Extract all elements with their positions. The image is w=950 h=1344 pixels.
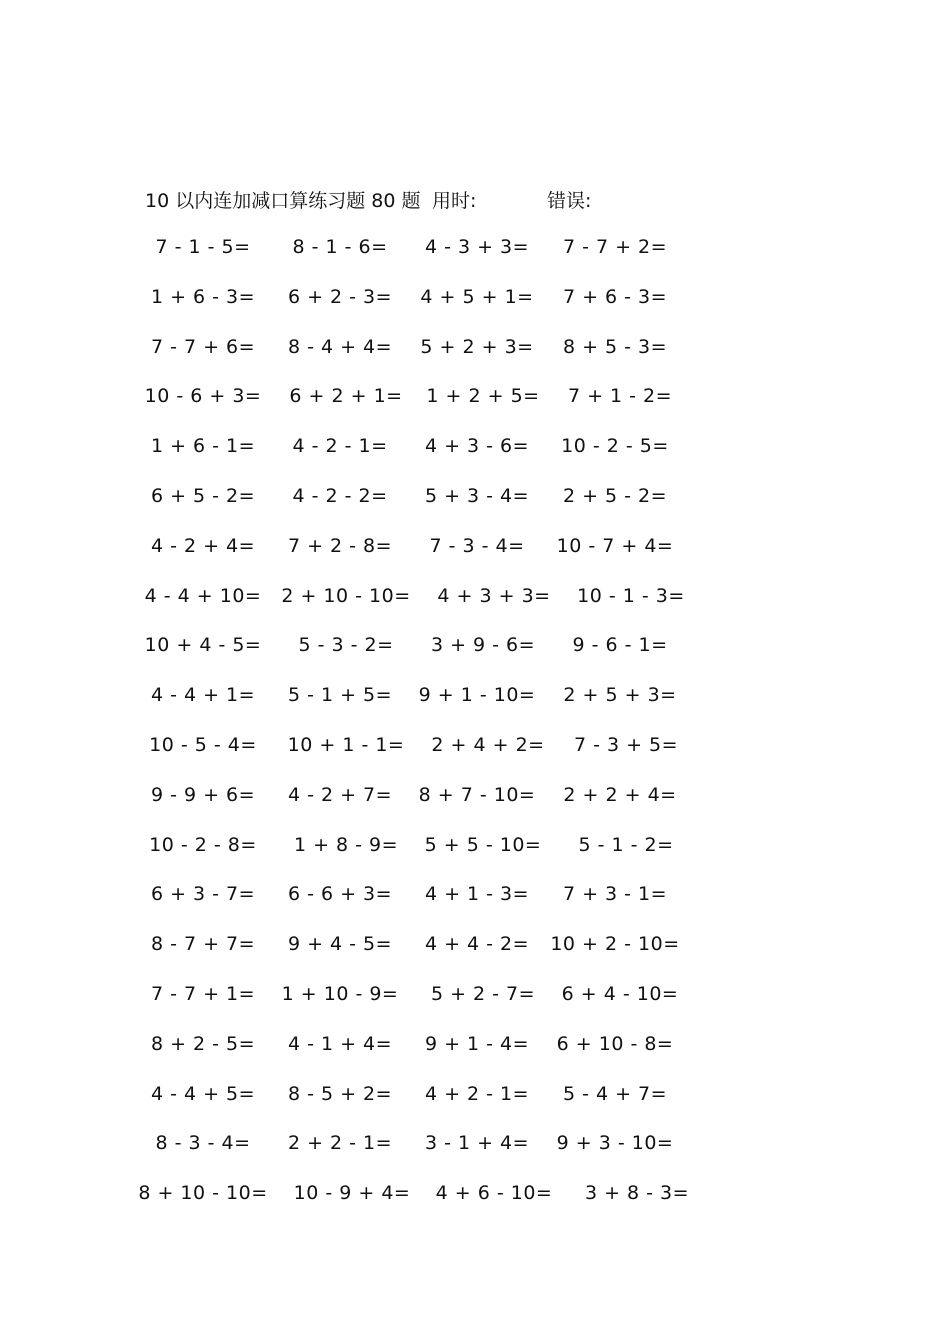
- problem-item: 1 + 6 - 3=: [150, 285, 256, 308]
- problem-item: 4 - 4 + 1=: [150, 684, 256, 707]
- problem-item: 7 + 2 - 8=: [287, 534, 393, 557]
- problem-item: 7 + 3 - 1=: [562, 883, 668, 906]
- problem-item: 3 + 9 - 6=: [430, 634, 536, 657]
- problem-row: [0, 535, 950, 565]
- problem-item: 4 + 1 - 3=: [424, 883, 530, 906]
- problem-item: 9 - 6 - 1=: [572, 634, 668, 657]
- problem-item: 3 - 1 + 4=: [424, 1132, 530, 1155]
- problem-item: 2 + 2 - 1=: [287, 1132, 393, 1155]
- problem-item: 5 + 3 - 4=: [424, 485, 530, 507]
- problem-item: 10 + 2 - 10=: [550, 933, 680, 956]
- problem-item: 4 - 2 - 1=: [292, 435, 388, 458]
- problem-item: 10 - 6 + 3=: [144, 385, 262, 408]
- problem-item: 4 + 6 - 10=: [435, 1182, 553, 1205]
- problem-item: 7 - 7 + 1=: [150, 983, 256, 1005]
- problem-row: [0, 385, 950, 415]
- problem-item: 7 - 3 + 5=: [573, 734, 679, 756]
- problem-item: 6 + 4 - 10=: [561, 983, 679, 1005]
- problem-row: [0, 286, 950, 316]
- problem-item: 7 - 7 + 2=: [562, 236, 668, 258]
- problem-item: 8 - 7 + 7=: [150, 933, 256, 956]
- problem-item: 1 + 8 - 9=: [293, 833, 399, 856]
- problem-item: 6 + 10 - 8=: [556, 1032, 674, 1055]
- problem-row: [0, 485, 950, 515]
- errors-label: 错误:: [547, 190, 592, 212]
- problem-item: 6 - 6 + 3=: [287, 883, 393, 906]
- problem-row: [0, 1182, 950, 1212]
- problem-row: [0, 834, 950, 864]
- problem-item: 4 + 4 - 2=: [424, 933, 530, 956]
- problem-item: 5 - 4 + 7=: [562, 1082, 668, 1105]
- problem-item: 5 + 2 - 7=: [430, 983, 536, 1005]
- problem-item: 1 + 2 + 5=: [426, 385, 540, 408]
- problem-item: 7 - 3 - 4=: [429, 534, 525, 557]
- problem-row: [0, 336, 950, 366]
- problem-row: [0, 1132, 950, 1162]
- problem-item: 10 - 7 + 4=: [556, 534, 674, 557]
- problem-item: 4 - 2 + 4=: [150, 534, 256, 557]
- problem-item: 4 - 4 + 10=: [144, 584, 262, 607]
- problem-item: 2 + 5 - 2=: [562, 485, 668, 507]
- problem-item: 10 + 4 - 5=: [144, 634, 262, 657]
- problem-row: [0, 883, 950, 913]
- problem-item: 8 - 5 + 2=: [287, 1082, 393, 1105]
- problem-item: 7 - 7 + 6=: [150, 335, 256, 358]
- problem-item: 6 + 5 - 2=: [150, 485, 256, 507]
- problem-item: 5 - 3 - 2=: [298, 634, 394, 657]
- problem-item: 10 - 2 - 5=: [561, 435, 669, 458]
- worksheet-title: 10 以内连加减口算练习题 80 题: [145, 190, 421, 212]
- problem-item: 8 + 10 - 10=: [138, 1182, 268, 1205]
- problem-item: 10 - 9 + 4=: [293, 1182, 411, 1205]
- problem-item: 4 - 3 + 3=: [424, 236, 530, 258]
- problem-item: 9 + 1 - 4=: [424, 1032, 530, 1055]
- problem-item: 8 + 2 - 5=: [150, 1032, 256, 1055]
- problem-item: 2 + 5 + 3=: [563, 684, 677, 707]
- problem-item: 8 - 1 - 6=: [292, 236, 388, 258]
- problem-item: 5 - 1 + 5=: [287, 684, 393, 707]
- time-label: 用时:: [432, 190, 477, 212]
- problem-row: [0, 933, 950, 963]
- problem-row: [0, 734, 950, 764]
- problem-item: 7 - 1 - 5=: [155, 236, 251, 258]
- problem-row: [0, 784, 950, 814]
- problem-item: 4 + 3 + 3=: [437, 584, 551, 607]
- problem-item: 7 + 6 - 3=: [562, 285, 668, 308]
- problem-item: 5 + 5 - 10=: [424, 833, 542, 856]
- problem-item: 5 - 1 - 2=: [578, 833, 674, 856]
- problem-item: 6 + 2 + 1=: [289, 385, 403, 408]
- problem-row: [0, 1033, 950, 1063]
- problem-item: 1 + 6 - 1=: [150, 435, 256, 458]
- problem-item: 9 + 1 - 10=: [418, 684, 536, 707]
- problem-item: 3 + 8 - 3=: [584, 1182, 690, 1205]
- problem-item: 4 - 4 + 5=: [150, 1082, 256, 1105]
- problem-item: 10 + 1 - 1=: [287, 734, 405, 756]
- problem-item: 2 + 2 + 4=: [563, 783, 677, 806]
- problem-item: 5 + 2 + 3=: [420, 335, 534, 358]
- problem-item: 9 - 9 + 6=: [150, 783, 256, 806]
- problem-row: [0, 236, 950, 266]
- problem-row: [0, 684, 950, 714]
- problem-item: 2 + 4 + 2=: [431, 734, 545, 756]
- problem-row: [0, 634, 950, 664]
- problem-item: 6 + 3 - 7=: [150, 883, 256, 906]
- problem-item: 4 - 2 + 7=: [287, 783, 393, 806]
- problem-item: 8 + 5 - 3=: [562, 335, 668, 358]
- problem-item: 10 - 1 - 3=: [577, 584, 685, 607]
- problem-item: 8 - 3 - 4=: [155, 1132, 251, 1155]
- problem-item: 10 - 2 - 8=: [149, 833, 257, 856]
- problem-row: [0, 435, 950, 465]
- problem-item: 10 - 5 - 4=: [149, 734, 257, 756]
- problem-item: 4 + 2 - 1=: [424, 1082, 530, 1105]
- problem-item: 2 + 10 - 10=: [281, 584, 411, 607]
- problem-item: 1 + 10 - 9=: [281, 983, 399, 1005]
- problem-item: 4 + 3 - 6=: [424, 435, 530, 458]
- problem-row: [0, 983, 950, 1013]
- problem-row: [0, 1083, 950, 1113]
- problem-item: 4 - 1 + 4=: [287, 1032, 393, 1055]
- problem-item: 4 - 2 - 2=: [292, 485, 388, 507]
- problem-item: 9 + 3 - 10=: [556, 1132, 674, 1155]
- problem-item: 4 + 5 + 1=: [420, 285, 534, 308]
- problem-item: 6 + 2 - 3=: [287, 285, 393, 308]
- problem-item: 8 + 7 - 10=: [418, 783, 536, 806]
- problem-item: 9 + 4 - 5=: [287, 933, 393, 956]
- problem-row: [0, 585, 950, 615]
- problem-item: 8 - 4 + 4=: [287, 335, 393, 358]
- problem-item: 7 + 1 - 2=: [567, 385, 673, 408]
